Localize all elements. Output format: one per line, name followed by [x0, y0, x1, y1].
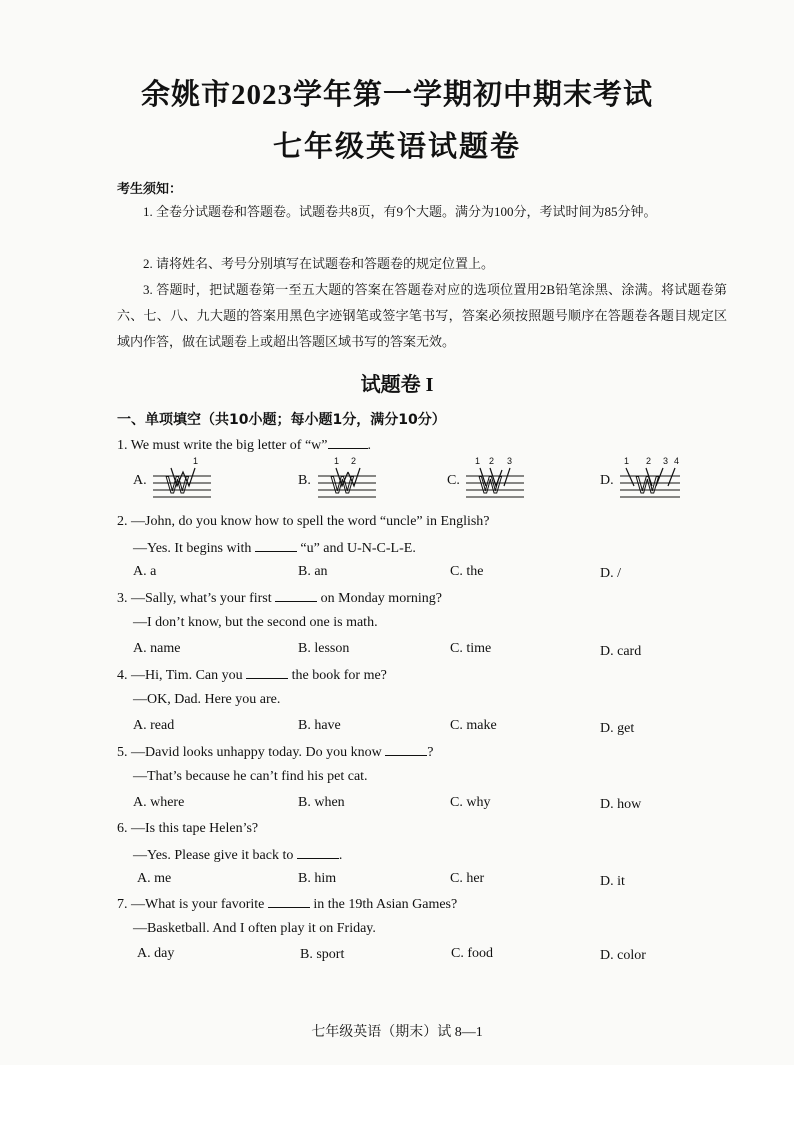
letter-w: W — [331, 472, 354, 499]
q6-option-a: A. me — [137, 871, 172, 886]
notice-item-2: 2. 请将姓名、考号分别填写在试题卷和答题卷的规定位置上。 — [143, 256, 495, 271]
question-7-line-1 — [117, 895, 457, 915]
question-7-prompt-end: in the 19th Asian Games? — [313, 897, 458, 912]
question-4-reply: —OK, Dad. Here you are. — [133, 692, 281, 707]
handwriting-w-icon — [620, 456, 682, 502]
q7-option-b: B. sport — [300, 947, 345, 962]
question-4-prompt-end: the book for me? — [291, 668, 387, 683]
q7-option-d: D. color — [600, 948, 646, 963]
question-6-prompt: 6. —Is this tape Helen’s? — [117, 821, 259, 836]
q1-option-d-label: D. — [600, 473, 614, 488]
question-5-prompt: 5. —David looks unhappy today. Do you know — [117, 745, 382, 760]
q1-option-a-writing-lines — [153, 456, 213, 499]
q1-option-b-writing-lines — [318, 456, 378, 499]
question-4-line-1 — [117, 666, 387, 686]
stroke-number: 1 — [193, 456, 199, 466]
handwriting-w-icon — [466, 456, 526, 502]
notice-heading: 考生须知： — [117, 182, 183, 197]
answer-blank — [385, 743, 427, 756]
section-heading: 一、单项填空（共10小题；每小题1分，满分10分） — [117, 412, 446, 428]
q4-option-c: C. make — [450, 718, 497, 733]
q3-option-d: D. card — [600, 644, 642, 659]
question-6-reply: —Yes. Please give it back to — [133, 848, 294, 863]
question-4-prompt: 4. —Hi, Tim. Can you — [117, 668, 243, 683]
exam-subtitle: 七年级英语试题卷 — [272, 131, 521, 163]
q3-option-a: A. name — [133, 641, 181, 656]
q5-option-c: C. why — [450, 795, 491, 810]
stroke-number: 1 — [624, 456, 630, 466]
question-2-reply-end: “u” and U-N-C-L-E. — [300, 541, 416, 556]
answer-blank — [275, 589, 317, 602]
q6-option-c: C. her — [450, 871, 485, 886]
question-3-reply: —I don’t know, but the second one is math. — [133, 615, 378, 630]
question-2-line-1 — [117, 512, 490, 532]
question-3-line-1 — [117, 589, 442, 609]
q6-option-d: D. it — [600, 874, 625, 889]
answer-blank — [255, 539, 297, 552]
handwriting-w-icon — [318, 456, 378, 502]
q4-option-d: D. get — [600, 721, 635, 736]
q1-option-a-label: A. — [133, 473, 147, 488]
question-5-reply: —That’s because he can’t find his pet cat. — [133, 769, 368, 784]
stroke-number: 3 — [663, 456, 669, 466]
q4-option-a: A. read — [133, 718, 175, 733]
stroke-number: 4 — [674, 456, 680, 466]
stroke-number: 2 — [646, 456, 652, 466]
stroke-number: 2 — [351, 456, 357, 466]
scan-border — [0, 1065, 794, 1124]
answer-blank — [328, 436, 368, 449]
page-footer: 七年级英语（期末）试 8—1 — [311, 1025, 483, 1040]
exam-title: 余姚市2023学年第一学期初中期末考试 — [140, 79, 653, 111]
answer-blank — [268, 895, 310, 908]
question-6-reply-end: . — [338, 848, 343, 863]
q2-option-d: D. / — [600, 566, 621, 581]
q3-option-b: B. lesson — [298, 641, 350, 656]
q7-option-c: C. food — [451, 946, 493, 961]
question-7-prompt: 7. —What is your favorite — [117, 897, 265, 912]
q2-option-c: C. the — [450, 564, 484, 579]
paper-title: 试题卷 I — [360, 374, 434, 396]
q4-option-b: B. have — [298, 718, 341, 733]
question-1-end: . — [367, 438, 371, 453]
question-7-reply: —Basketball. And I often play it on Friday. — [133, 921, 376, 936]
q5-option-b: B. when — [298, 795, 345, 810]
letter-w: W — [479, 472, 502, 499]
answer-blank — [246, 666, 288, 679]
q5-option-d: D. how — [600, 797, 642, 812]
question-6-line-2 — [133, 846, 342, 864]
stroke-number: 2 — [489, 456, 495, 466]
question-1-text: 1. We must write the big letter of “w” — [117, 438, 328, 453]
stroke-number: 3 — [507, 456, 513, 466]
question-2-reply: —Yes. It begins with — [133, 541, 252, 556]
notice-item-3: 3. 答题时，把试题卷第一至五大题的答案在答题卷对应的选项位置用2B铅笔涂黑、涂满。将试题卷第六、七、八、九大题的答案用黑色字迹钢笔或签字笔书写，答案必须按照题号顺序在答题卷各题目规定区域内作答，做在试题卷上或超出答题区域书写的答案无效。 — [117, 282, 727, 349]
q1-option-c-label: C. — [447, 473, 460, 488]
q1-option-b-label: B. — [298, 473, 311, 488]
q2-option-a: A. a — [133, 564, 157, 579]
notice-item-1: 1. 全卷分试题卷和答题卷。试题卷共8页，有9个大题。满分为100分，考试时间为85分钟。 — [143, 204, 657, 219]
q7-option-a: A. day — [137, 946, 175, 961]
handwriting-w-icon — [153, 456, 213, 502]
stroke-number: 1 — [475, 456, 481, 466]
q2-option-b: B. an — [298, 564, 328, 579]
question-1 — [117, 436, 371, 456]
question-2-line-2 — [133, 539, 416, 557]
question-3-prompt-end: on Monday morning? — [320, 591, 442, 606]
q6-option-b: B. him — [298, 871, 337, 886]
letter-w: W — [166, 472, 189, 499]
question-3-prompt: 3. —Sally, what’s your first — [117, 591, 272, 606]
question-2-prompt: 2. —John, do you know how to spell the word “uncle” in English? — [117, 514, 490, 529]
question-5-line-1 — [117, 743, 433, 763]
q3-option-c: C. time — [450, 641, 492, 656]
q1-option-d-writing-lines — [620, 456, 680, 499]
question-5-prompt-end: ? — [427, 745, 434, 760]
q5-option-a: A. where — [133, 795, 185, 810]
q1-option-c-writing-lines — [466, 456, 526, 499]
letter-w: W — [636, 472, 659, 499]
answer-blank — [297, 846, 339, 859]
stroke-number: 1 — [334, 456, 340, 466]
